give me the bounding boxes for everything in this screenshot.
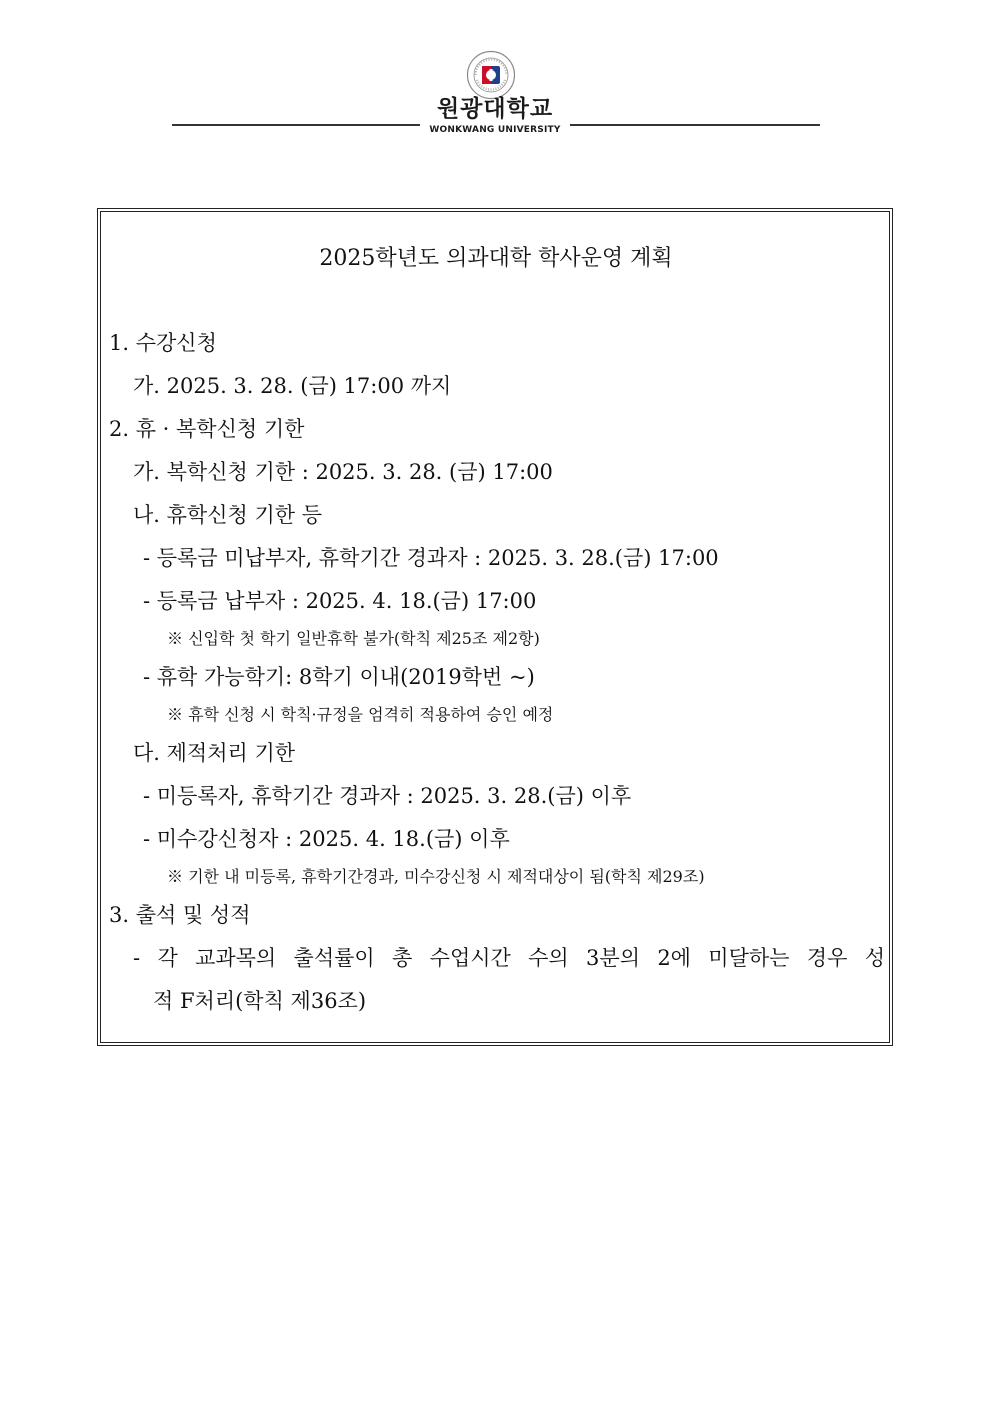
section-2-heading: 2. 휴 · 복학신청 기한 <box>109 417 305 441</box>
section-1-item-a: 가. 2025. 3. 28. (금) 17:00 까지 <box>133 374 452 398</box>
section-3-heading: 3. 출석 및 성적 <box>109 903 251 927</box>
word: 수의 <box>528 946 569 970</box>
document-frame-inner <box>100 211 890 1043</box>
word: 출석률이 <box>293 946 375 970</box>
page-header <box>0 40 992 140</box>
document-title: 2025학년도 의과대학 학사운영 계획 <box>319 246 673 271</box>
word: 수업시간 <box>429 946 511 970</box>
section-2-item-b2: - 등록금 납부자 : 2025. 4. 18.(금) 17:00 <box>143 589 537 613</box>
section-2-item-a: 가. 복학신청 기한 : 2025. 3. 28. (금) 17:00 <box>133 460 553 484</box>
section-3-item-a-continued: 적 F처리(학칙 제36조) <box>153 989 367 1013</box>
header-rule-right <box>570 124 820 126</box>
section-2-item-c2: - 미수강신청자 : 2025. 4. 18.(금) 이후 <box>143 827 510 851</box>
word: 경우 <box>806 946 848 970</box>
word: - <box>133 946 141 970</box>
section-2-note-c2: ※ 기한 내 미등록, 휴학기간경과, 미수강신청 시 제적대상이 됨(학칙 제29조) <box>167 867 705 886</box>
section-2-item-b: 나. 휴학신청 기한 등 <box>133 503 322 527</box>
word: 2에 <box>657 946 691 970</box>
section-2-note-b3: ※ 휴학 신청 시 학칙·규정을 엄격히 적용하여 승인 예정 <box>167 705 554 724</box>
university-seal-icon <box>466 50 516 100</box>
header-rule-left <box>172 124 420 126</box>
section-2-item-c: 다. 제적처리 기한 <box>133 741 296 765</box>
university-name-english: WONKWANG UNIVERSITY <box>429 125 561 135</box>
university-name-korean: 원광대학교 <box>436 96 554 122</box>
word: 성 <box>864 946 885 970</box>
word: 각 <box>157 946 178 970</box>
section-1-heading: 1. 수강신청 <box>109 331 217 355</box>
word: 미달하는 <box>708 946 790 970</box>
section-3-item-a <box>133 943 885 973</box>
section-2-item-b1: - 등록금 미납부자, 휴학기간 경과자 : 2025. 3. 28.(금) 17:00 <box>143 546 719 570</box>
word: 3분의 <box>586 946 640 970</box>
word: 교과목의 <box>195 946 277 970</box>
document-frame <box>97 208 893 1046</box>
section-2-item-b3: - 휴학 가능학기: 8학기 이내(2019학번 ~) <box>143 665 535 689</box>
word: 총 <box>392 946 413 970</box>
section-2-item-c1: - 미등록자, 휴학기간 경과자 : 2025. 3. 28.(금) 이후 <box>143 784 632 808</box>
section-2-note-b2: ※ 신입학 첫 학기 일반휴학 불가(학칙 제25조 제2항) <box>167 629 540 648</box>
